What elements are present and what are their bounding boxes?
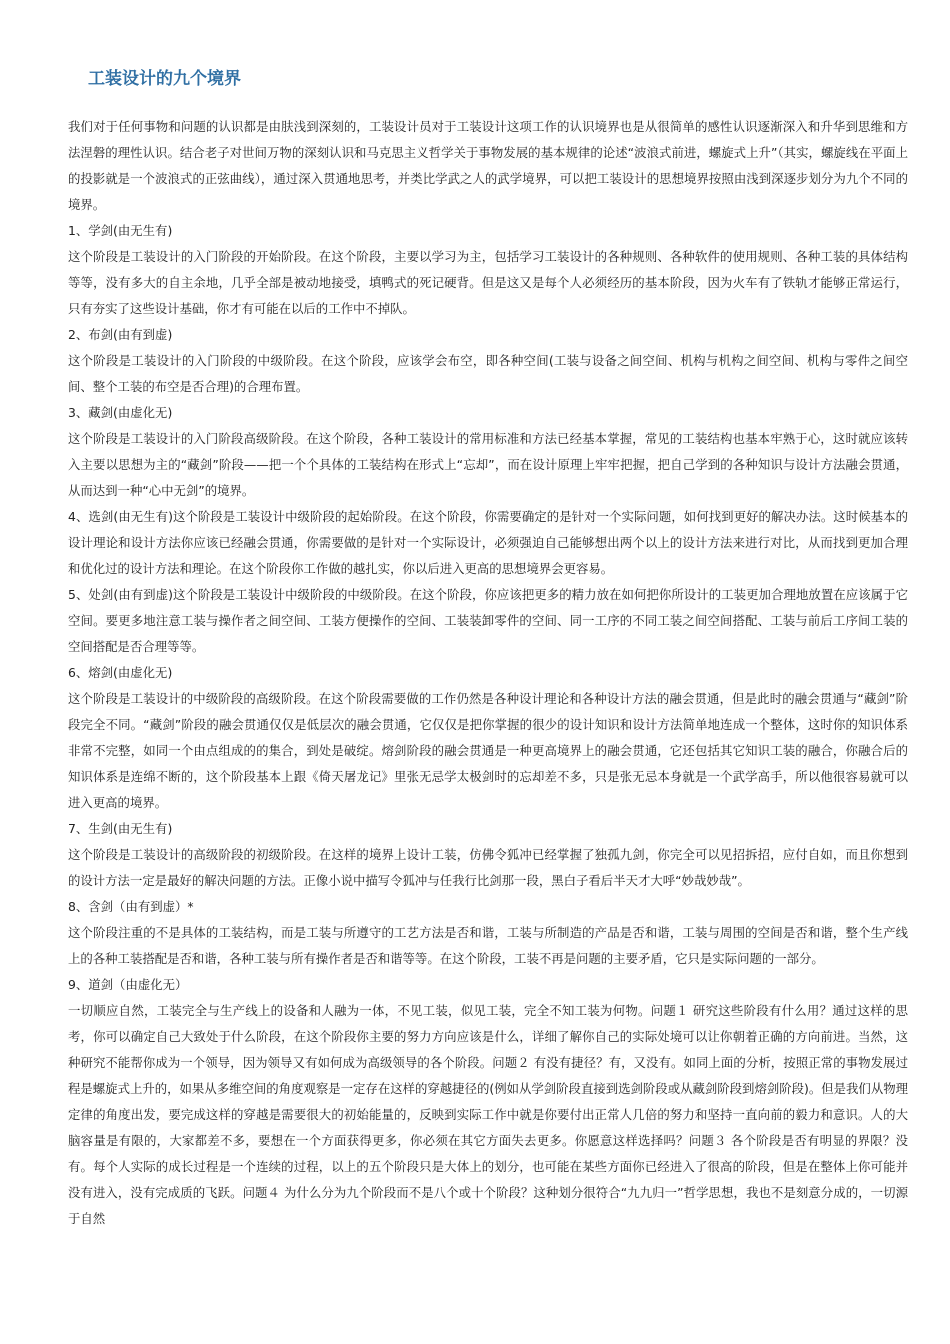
section-9 [68, 972, 908, 1232]
section-body: 5、处剑(由有到虚)这个阶段是工装设计中级阶段的中级阶段。在这个阶段，你应该把更多的精力放在如何把你所设计的工装更加合理地放置在应该属于它空间。要更多地注意工装与操作者之间空间、工装方便操作的空间、工装装卸零件的空间、同一工序的不同工装之间空间搭配、工装与前后工序间工装的空间搭配是否合理等等。 [68, 587, 908, 654]
intro-paragraph: 我们对于任何事物和问题的认识都是由肤浅到深刻的，工装设计员对于工装设计这项工作的认识境界也是从很简单的感性认识逐渐深入和升华到思维和方法涅磐的理性认识。结合老子对世间万物的深刻认识和马克思主义哲学关于事物发展的基本规律的论述“波浪式前进，螺旋式上升”（其实，螺旋线在平面上的投影就是一个波浪式的正弦曲线），通过深入贯通地思考，并类比学武之人的武学境界，可以把工装设计的思想境界按照由浅到深逐步划分为九个不同的境界。 [68, 119, 908, 212]
section-heading: 8、含剑（由有到虚）* [68, 899, 194, 914]
section-heading: 7、生剑(由无生有) [68, 821, 173, 836]
section-heading: 1、学剑(由无生有) [68, 223, 173, 238]
section-7 [68, 816, 908, 894]
section-heading: 2、布剑(由有到虚) [68, 327, 173, 342]
section-body: 一切顺应自然，工装完全与生产线上的设备和人融为一体，不见工装，似见工装，完全不知工装为何物。问题１ 研究这些阶段有什么用？通过这样的思考，你可以确定自己大致处于什么阶段，在这个阶段你主要的努力方向应该是什么，详细了解你自己的实际处境可以让你朝着正确的方向前进。当然，这种研究不能帮你成为一个领导，因为领导又有如何成为高级领导的各个阶段。问题２ 有没有捷径？有，又没有。如同上面的分析，按照正常的事物发展过程是螺旋式上升的，如果从多维空间的角度观察是一定存在这样的穿越捷径的(例如从学剑阶段直接到选剑阶段或从藏剑阶段到熔剑阶段)。但是我们从物理定律的角度出发，要完成这样的穿越是需要很大的初始能量的，反映到实际工作中就是你要付出正常人几倍的努力和坚持一直向前的毅力和意识。人的大脑容量是有限的，大家都差不多，要想在一个方面获得更多，你必须在其它方面失去更多。你愿意这样选择吗？问题３ 各个阶段是否有明显的界限？没有。每个人实际的成长过程是一个连续的过程，以上的五个阶段只是大体上的划分，也可能在某些方面你已经进入了很高的阶段，但是在整体上你可能并没有进入，没有完成质的飞跃。问题４ 为什么分为九个阶段而不是八个或十个阶段？这种划分很符合“九九归一”哲学思想，我也不是刻意分成的，一切源于自然 [68, 1003, 908, 1226]
section-body: 这个阶段是工装设计的中级阶段的高级阶段。在这个阶段需要做的工作仍然是各种设计理论和各种设计方法的融会贯通，但是此时的融会贯通与“藏剑”阶段完全不同。“藏剑”阶段的融会贯通仅仅是低层次的融会贯通，它仅仅是把你掌握的很少的设计知识和设计方法简单地连成一个整体，这时你的知识体系非常不完整，如同一个由点组成的的集合，到处是破绽。熔剑阶段的融会贯通是一种更高境界上的融会贯通，它还包括其它知识工装的融合，你融合后的知识体系是连绵不断的，这个阶段基本上跟《倚天屠龙记》里张无忌学太极剑时的忘却差不多，只是张无忌本身就是一个武学高手，所以他很容易就可以进入更高的境界。 [68, 691, 908, 810]
section-body: 这个阶段是工装设计的入门阶段的开始阶段。在这个阶段，主要以学习为主，包括学习工装设计的各种规则、各种软件的使用规则、各种工装的具体结构等等，没有多大的自主余地，几乎全部是被动地接受，填鸭式的死记硬背。但是这又是每个人必须经历的基本阶段，因为火车有了铁轨才能够正常运行，只有夯实了这些设计基础，你才有可能在以后的工作中不掉队。 [68, 249, 908, 316]
section-heading: 9、道剑（由虚化无） [68, 977, 188, 992]
section-4 [68, 504, 908, 582]
section-1 [68, 218, 908, 322]
section-body: 这个阶段注重的不是具体的工装结构，而是工装与所遵守的工艺方法是否和谐，工装与所制造的产品是否和谐，工装与周围的空间是否和谐，整个生产线上的各种工装搭配是否和谐，各种工装与所有操作者是否和谐等等。在这个阶段，工装不再是问题的主要矛盾，它只是实际问题的一部分。 [68, 925, 908, 966]
section-body: 这个阶段是工装设计的高级阶段的初级阶段。在这样的境界上设计工装，仿佛令狐冲已经掌握了独孤九剑，你完全可以见招拆招，应付自如，而且你想到的设计方法一定是最好的解决问题的方法。正像小说中描写令狐冲与任我行比剑那一段，黑白子看后半天才大呼“妙哉妙哉”。 [68, 847, 908, 888]
section-body: 4、选剑(由无生有)这个阶段是工装设计中级阶段的起始阶段。在这个阶段，你需要确定的是针对一个实际问题，如何找到更好的解决办法。这时候基本的设计理论和设计方法你应该已经融会贯通，你需要做的是针对一个实际设计，必须强迫自己能够想出两个以上的设计方法来进行对比，从而找到更加合理和优化过的设计方法和理论。在这个阶段你工作做的越扎实，你以后进入更高的思想境界会更容易。 [68, 509, 908, 576]
section-body: 这个阶段是工装设计的入门阶段高级阶段。在这个阶段，各种工装设计的常用标准和方法已经基本掌握，常见的工装结构也基本牢熟于心，这时就应该转入主要以思想为主的“藏剑”阶段——把一个个具体的工装结构在形式上“忘却”，而在设计原理上牢牢把握，把自己学到的各种知识与设计方法融会贯通，从而达到一种“心中无剑”的境界。 [68, 431, 908, 498]
section-3 [68, 400, 908, 504]
document-page [68, 66, 908, 1232]
section-5 [68, 582, 908, 660]
section-body: 这个阶段是工装设计的入门阶段的中级阶段。在这个阶段，应该学会布空，即各种空间(工装与设备之间空间、机构与机构之间空间、机构与零件之间空间、整个工装的布空是否合理)的合理布置。 [68, 353, 908, 394]
section-heading: 3、藏剑(由虚化无) [68, 405, 173, 420]
section-8 [68, 894, 908, 972]
page-title: 工装设计的九个境界 [88, 69, 241, 89]
section-2 [68, 322, 908, 400]
section-6 [68, 660, 908, 816]
section-heading: 6、熔剑(由虚化无) [68, 665, 173, 680]
